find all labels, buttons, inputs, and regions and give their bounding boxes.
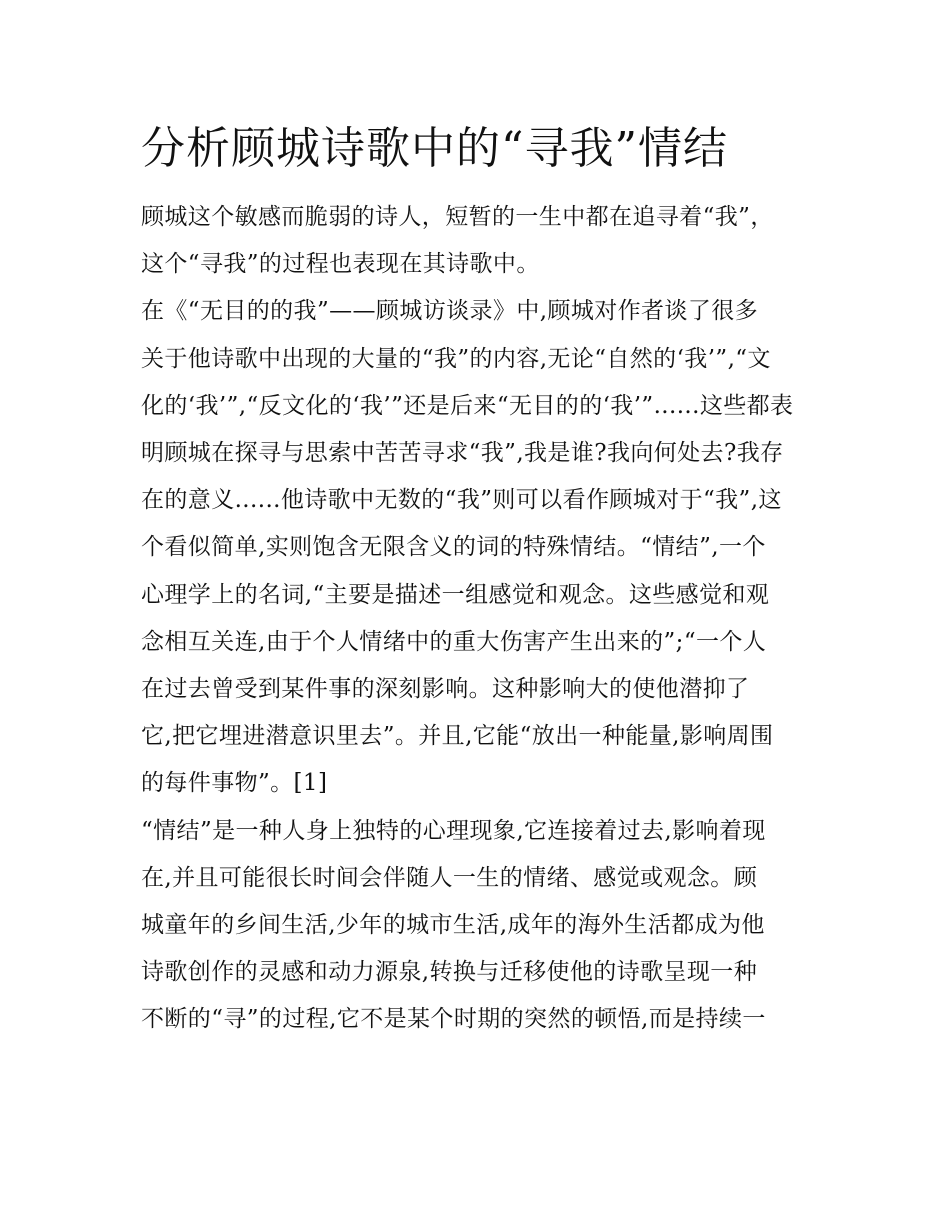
text-line: 城童年的乡间生活,少年的城市生活,成年的海外生活都成为他 (141, 912, 765, 939)
text-line: 顾城这个敏感而脆弱的诗人，短暂的一生中都在追寻着“我”， (141, 204, 774, 230)
text-line: 的每件事物”。[1] (141, 770, 328, 797)
text-line: 它,把它埋进潜意识里去”。并且,它能“放出一种能量,影响周围 (141, 723, 774, 750)
text-line: “情结”是一种人身上独特的心理现象,它连接着过去,影响着现 (141, 817, 766, 844)
text-line: 在,并且可能很长时间会伴随人一生的情绪、感觉或观念。顾 (141, 864, 758, 891)
text-line: 不断的“寻”的过程,它不是某个时期的突然的顿悟,而是持续一 (141, 1006, 766, 1033)
document-title: 分析顾城诗歌中的“寻我”情结 (141, 123, 728, 174)
text-line: 在过去曾受到某件事的深刻影响。这种影响大的使他潜抑了 (141, 676, 750, 703)
text-line: 明顾城在探寻与思索中苦苦寻求“我”,我是谁?我向何处去?我存 (141, 440, 784, 467)
text-line: 个看似简单,实则饱含无限含义的词的特殊情结。“情结”,一个 (141, 534, 766, 561)
text-line: 化的‘我’”,“反文化的‘我’”还是后来“无目的的‘我’”......这些都表 (141, 392, 794, 419)
text-line: 念相互关连,由于个人情绪中的重大伤害产生出来的”;“一个人 (141, 628, 767, 655)
text-line: 心理学上的名词,“主要是描述一组感觉和观念。这些感觉和观 (141, 581, 770, 608)
text-line: 关于他诗歌中出现的大量的“我”的内容,无论“自然的‘我’”,“文 (141, 345, 771, 372)
text-line: 诗歌创作的灵感和动力源泉,转换与迁移使他的诗歌呈现一种 (141, 959, 758, 986)
text-line: 这个“寻我”的过程也表现在其诗歌中。 (141, 251, 540, 278)
text-line: 在《“无目的的我”——顾城访谈录》中,顾城对作者谈了很多 (141, 298, 759, 325)
document-text (141, 194, 811, 1044)
text-line: 在的意义......他诗歌中无数的“我”则可以看作顾城对于“我”,这 (141, 487, 782, 514)
document-body (141, 118, 811, 1044)
